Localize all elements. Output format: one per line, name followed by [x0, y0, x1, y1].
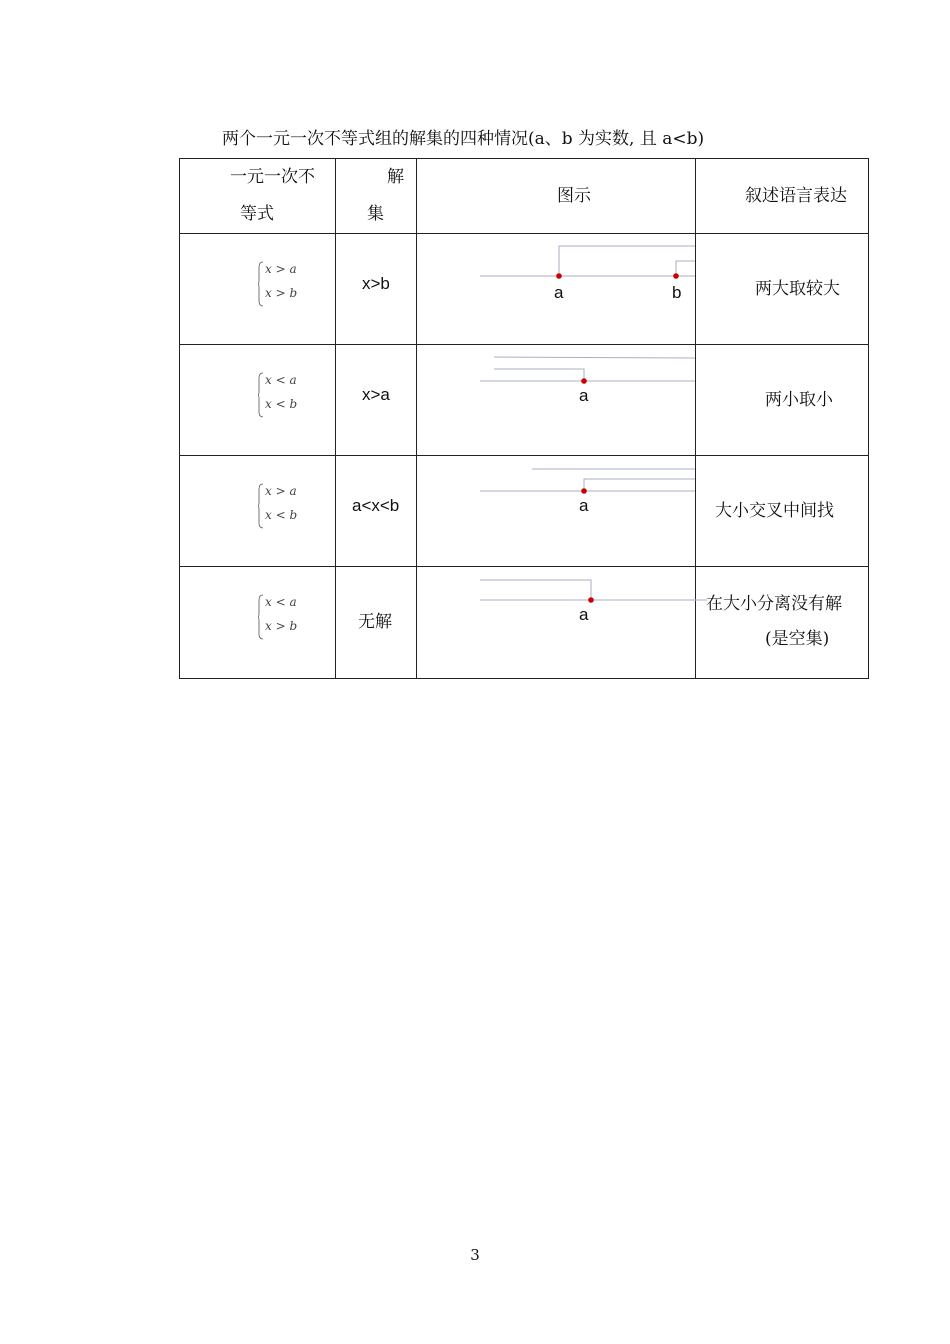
brace-icon [258, 483, 264, 529]
table-caption: 两个一元一次不等式组的解集的四种情况(a、b 为实数, 且 a<b) [222, 129, 705, 149]
solution-set: a<x<b [352, 496, 400, 515]
inequality-2: x < b [265, 508, 298, 522]
label-a: a [579, 386, 589, 405]
header-figure: 图示 [557, 186, 591, 206]
solution-set: x>a [362, 385, 390, 404]
label-a: a [579, 605, 589, 624]
solution-sets-table [179, 158, 869, 679]
inequality-2: x < b [265, 397, 298, 411]
inequality-1: x < a [265, 595, 297, 609]
header-description: 叙述语言表达 [745, 186, 847, 206]
number-line-figure [417, 234, 695, 344]
inequality-1: x > a [265, 484, 297, 498]
solution-set: 无解 [358, 612, 392, 632]
number-line-figure [417, 456, 695, 566]
description: 两小取小 [765, 390, 833, 410]
column-divider [335, 159, 336, 678]
point-a [581, 488, 587, 494]
label-b: b [672, 283, 682, 302]
range-line-b [494, 357, 695, 358]
solution-set: x>b [362, 274, 390, 293]
range-line-a [559, 246, 695, 276]
description-line1: 在大小分离没有解 [706, 594, 842, 614]
inequality-system [258, 592, 318, 644]
inequality-1: x > a [265, 262, 297, 276]
header-solution-line2: 集 [367, 204, 384, 224]
description: 大小交叉中间找 [715, 501, 834, 521]
inequality-1: x < a [265, 373, 297, 387]
point-a [581, 378, 587, 384]
header-solution-line1: 解 [387, 167, 404, 187]
inequality-2: x > b [265, 286, 298, 300]
number-line-figure [417, 567, 695, 677]
range-line-b [676, 261, 695, 276]
header-inequality-line1: 一元一次不 [230, 167, 315, 187]
header-inequality-line2: 等式 [240, 204, 274, 224]
description: 两大取较大 [755, 279, 840, 299]
range-line-a [494, 369, 584, 381]
number-line-figure [417, 345, 695, 455]
brace-icon [258, 372, 264, 418]
point-a [588, 597, 594, 603]
label-a: a [579, 496, 589, 515]
inequality-system [258, 481, 318, 533]
range-line-a [480, 580, 591, 600]
page-number: 3 [470, 1246, 480, 1264]
label-a: a [554, 283, 564, 302]
inequality-system [258, 370, 318, 422]
point-b [673, 273, 679, 279]
description-line2: (是空集) [765, 629, 830, 649]
point-a [556, 273, 562, 279]
brace-icon [258, 261, 264, 307]
inequality-system [258, 259, 318, 311]
inequality-2: x > b [265, 619, 298, 633]
range-line-a [584, 479, 695, 491]
brace-icon [258, 594, 264, 640]
